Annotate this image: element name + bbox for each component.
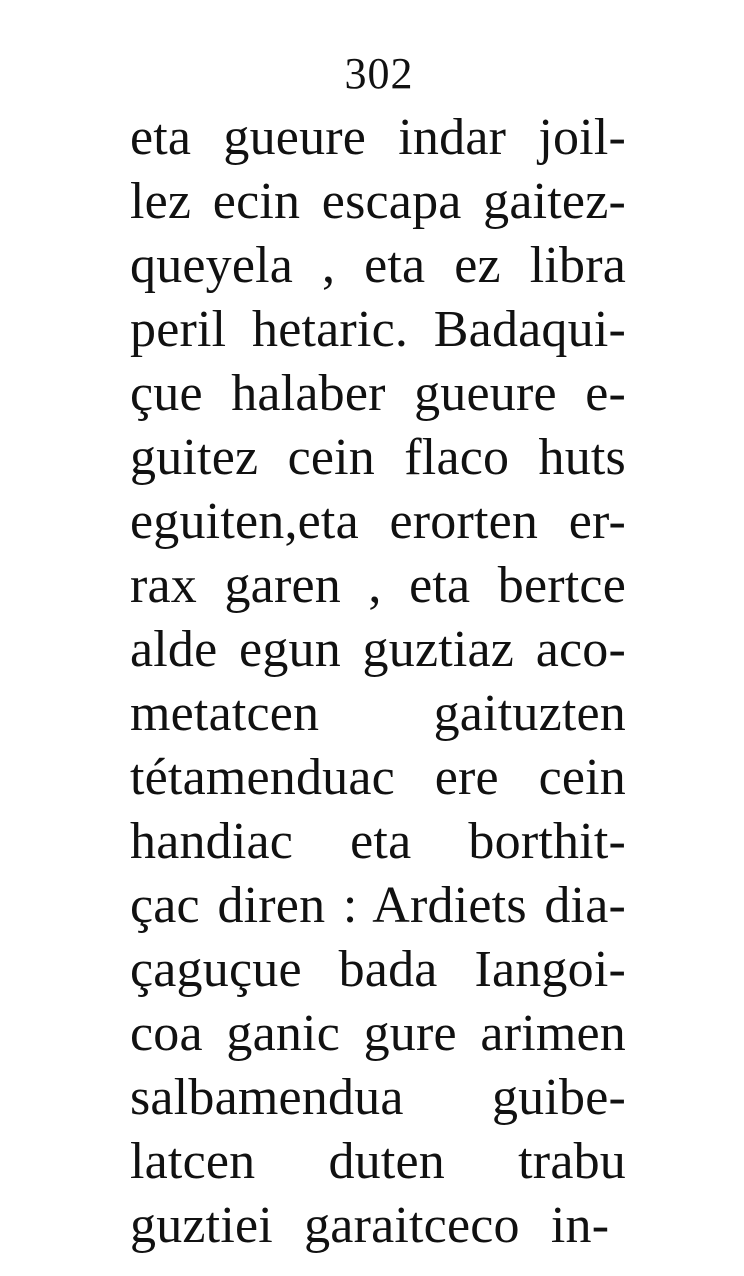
text-line: rax garen , eta bertce (130, 557, 626, 614)
text-line: metatcen gaituzten (130, 685, 626, 742)
text-block (130, 106, 626, 1258)
text-line: lez ecin escapa gaitez- (130, 173, 626, 230)
text-line: handiac eta borthit- (130, 813, 626, 870)
text-line: çac diren : Ardiets dia- (130, 877, 626, 934)
text-line: çue halaber gueure e- (130, 365, 626, 422)
text-line: salbamendua guibe- (130, 1069, 626, 1126)
text-line: latcen duten trabu (130, 1133, 626, 1190)
text-line: çaguçue bada Iangoi- (130, 941, 626, 998)
text-line: tétamenduac ere cein (130, 749, 626, 806)
text-line: queyela , eta ez libra (130, 237, 626, 294)
page-number: 302 (344, 49, 414, 98)
text-line: guitez cein flaco huts (130, 429, 626, 486)
text-line: alde egun guztiaz aco- (130, 621, 626, 678)
text-line: coa ganic gure arimen (130, 1005, 626, 1062)
text-line: eguiten,eta erorten er- (130, 493, 626, 550)
text-line: eta gueure indar joil- (130, 109, 626, 166)
text-line: guztiei garaitceco in- (130, 1197, 610, 1254)
text-line: peril hetaric. Badaqui- (130, 301, 626, 358)
